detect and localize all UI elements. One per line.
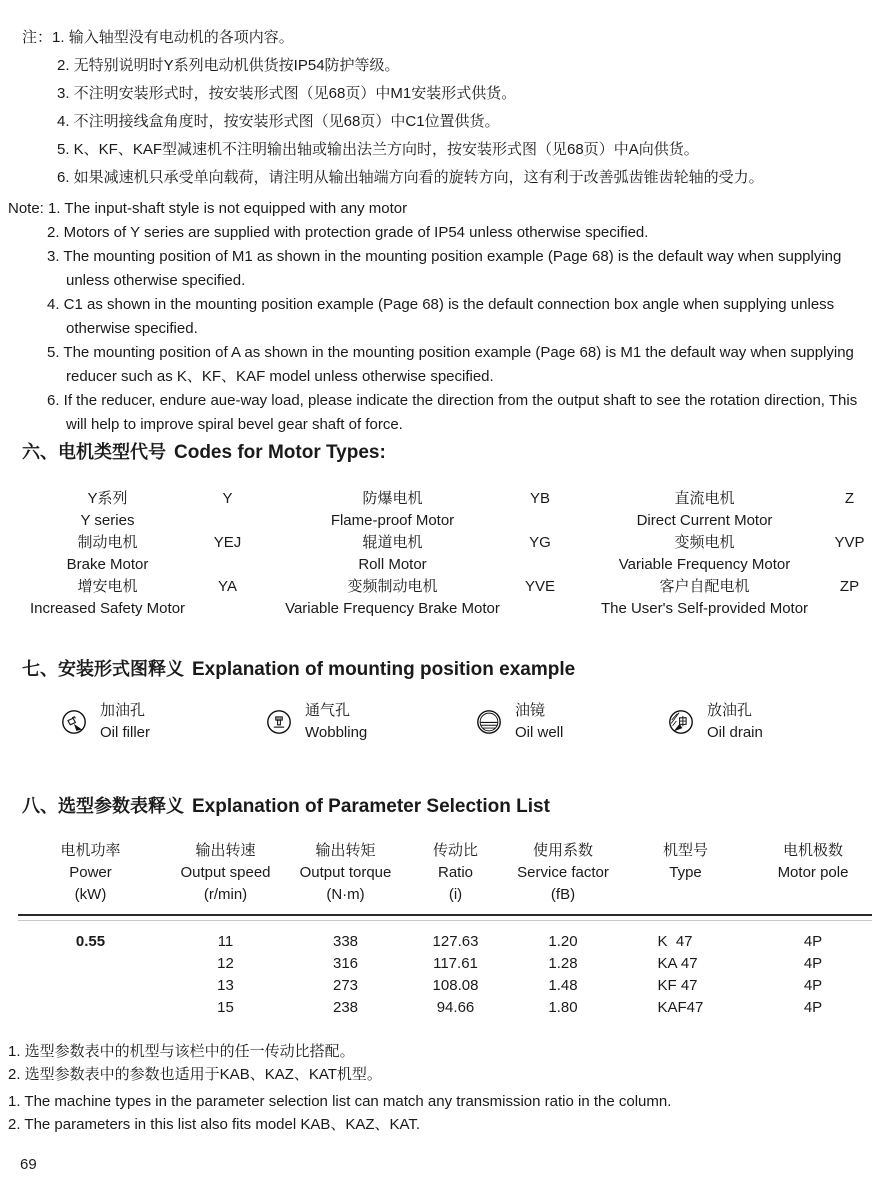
icon-label-cn: 通气孔 [305,702,351,719]
heading-cn: 七、安装形式图释义 [22,659,184,679]
column-header [413,840,498,906]
cell-service-factor: 1.80 [548,999,578,1016]
cell-motor-pole: 4P [803,999,823,1016]
cell-motor-pole: 4P [803,933,823,950]
note-line: 2. Motors of Y series are supplied with protection grade of IP54 unless otherwise specified. [47,224,649,241]
english-notes [8,197,870,437]
note-line: 2. 选型参数表中的参数也适用于KAB、KAZ、KAT机型。 [8,1066,382,1083]
wobbling-icon [265,708,293,736]
motor-name-cn: 客户自配电机 [659,578,750,595]
motor-name-en: Increased Safety Motor [29,600,186,617]
header-unit: (r/min) [203,886,248,903]
header-en: Type [669,864,702,881]
icon-label-cn: 加油孔 [100,702,146,719]
icon-label-cn: 放油孔 [707,702,753,719]
cell-output-speed: 12 [217,955,234,972]
motor-types-column [280,488,575,620]
icon-labels [100,700,150,744]
header-unit: (kW) [74,886,107,903]
motor-name-cn: 制动电机 [77,534,138,551]
note-line: 1. The machine types in the parameter selection list can match any transmission ratio in the column. [8,1093,672,1110]
notes-label: 注： [22,29,53,46]
header-unit: (fB) [550,886,576,903]
cell-power: 0.55 [75,933,106,950]
section-heading-parameters [22,792,550,818]
header-cn: 电机极数 [782,842,843,859]
motor-name-en: Y series [80,512,135,529]
cell-output-torque: 316 [332,955,359,972]
icon-labels [515,700,563,744]
motor-code: YB [529,490,550,507]
icon-labels [305,700,367,744]
header-unit: (N·m) [326,886,365,903]
cell-power [8,975,173,997]
mounting-icon-item [60,700,265,744]
cell-power [8,953,173,975]
motor-code: Y [222,490,233,507]
cell-ratio: 94.66 [436,999,475,1016]
motor-name-cn: 增安电机 [77,578,138,595]
mounting-icon-item [667,700,867,744]
note-line: 5. The mounting position of A as shown in the mounting position example (Page 68) is M1 the default way when supplying reducer such as K、KF、KAF model unless otherwise specified. [47,344,854,385]
column-header [173,840,278,906]
icon-labels [707,700,763,744]
column-header [8,840,173,906]
table-row [8,931,888,953]
cell-motor-pole: 4P [803,955,823,972]
note-line [22,24,872,52]
icon-label-en: Oil filler [100,724,151,741]
motor-types-column [587,488,877,620]
cell-output-torque: 238 [332,999,359,1016]
heading-cn: 八、选型参数表释义 [22,796,184,816]
header-en: Output speed [180,864,271,881]
motor-types-column [20,488,260,620]
note-line: 2. 无特别说明时Y系列电动机供货按IP54防护等级。 [57,57,400,74]
mounting-icon-item [265,700,475,744]
cell-service-factor: 1.48 [548,977,578,994]
cell-output-speed: 11 [217,933,234,950]
header-cn: 电机功率 [60,842,121,859]
motor-name-en: Variable Frequency Brake Motor [285,600,500,617]
cell-motor-pole: 4P [803,977,823,994]
motor-name-cn: 防爆电机 [362,490,423,507]
motor-name-en: The User's Self-provided Motor [600,600,809,617]
cell-type: KAF47 [657,999,704,1016]
table-header-row [8,840,888,906]
motor-name-en: Flame-proof Motor [330,512,455,529]
cell-type: K 47 [657,933,693,950]
cell-type: KA 47 [657,955,698,972]
column-header [743,840,883,906]
cell-ratio: 127.63 [432,933,479,950]
motor-name-cn: Y系列 [87,490,128,507]
note-line: 4. 不注明接线盒角度时，按安装形式图（见68页）中C1位置供货。 [57,113,500,130]
column-header [628,840,743,906]
motor-name-cn: 辊道电机 [362,534,423,551]
note-line: Note: 1. The input-shaft style is not equipped with any motor [8,200,408,217]
motor-types-table [0,488,888,620]
chinese-notes [22,24,872,192]
oil-drain-icon [667,708,695,736]
oil-well-icon [475,708,503,736]
table-row [8,997,888,1019]
oil-filler-icon [60,708,88,736]
header-rule [18,914,872,921]
note-line: 6. 如果减速机只承受单向载荷，请注明从输出轴端方向看的旋转方向，这有利于改善弧齿锥齿轮轴的受力。 [57,169,764,186]
header-en: Output torque [299,864,392,881]
icon-label-en: Oil drain [707,724,763,741]
table-row [20,576,260,598]
mounting-icons-row [0,700,888,744]
table-row [280,576,575,598]
icon-label-en: Oil well [515,724,564,741]
cell-service-factor: 1.28 [548,955,578,972]
icon-label-en: Wobbling [305,724,368,741]
bottom-notes [8,1040,878,1136]
column-header [498,840,628,906]
cell-output-speed: 15 [217,999,234,1016]
motor-code: YVP [834,534,865,551]
table-row [20,532,260,554]
section-heading-motor-codes [22,438,386,464]
header-cn: 传动比 [432,842,478,859]
note-text: 1. 输入轴型没有电动机的各项内容。 [52,29,294,46]
cell-output-torque: 273 [332,977,359,994]
heading-cn: 六、电机类型代号 [22,442,166,462]
motor-code: YEJ [213,534,242,551]
table-row [280,532,575,554]
motor-code: YG [529,534,551,551]
table-row [587,488,877,510]
motor-code: YVE [524,578,555,595]
cell-service-factor: 1.20 [548,933,578,950]
header-cn: 使用系数 [532,842,593,859]
table-row [280,488,575,510]
cell-output-speed: 13 [217,977,234,994]
note-line: 5. K、KF、KAF型减速机不注明输出轴或输出法兰方向时，按安装形式图（见68页）中A向供货。 [57,141,699,158]
header-en: Ratio [437,864,474,881]
cell-type: KF 47 [657,977,698,994]
header-cn: 输出转速 [195,842,256,859]
note-line: 1. 选型参数表中的机型与该栏中的任一传动比搭配。 [8,1043,355,1060]
table-row [20,488,260,510]
cell-ratio: 108.08 [432,977,479,994]
cell-output-torque: 338 [332,933,359,950]
motor-name-cn: 变频电机 [674,534,735,551]
heading-en: Explanation of Parameter Selection List [192,796,550,817]
page-number: 69 [20,1156,37,1173]
note-line: 6. If the reducer, endure aue-way load, please indicate the direction from the output shaft to see the rotation direction, This will help to improve spiral bevel gear shaft of force. [47,392,858,433]
table-row [587,532,877,554]
motor-name-en: Brake Motor [66,556,149,573]
icon-label-cn: 油镜 [515,702,546,719]
motor-code: YA [218,578,237,595]
motor-code: ZP [839,578,860,595]
header-en: Power [69,864,112,881]
note-line: 3. 不注明安装形式时，按安装形式图（见68页）中M1安装形式供货。 [57,85,517,102]
motor-name-cn: 直流电机 [674,490,735,507]
parameter-selection-table [0,840,888,1019]
motor-name-en: Roll Motor [358,556,427,573]
header-cn: 机型号 [662,842,708,859]
column-header [278,840,413,906]
header-cn: 输出转矩 [315,842,376,859]
motor-name-en: Variable Frequency Motor [618,556,791,573]
table-row [8,975,888,997]
note-line: 2. The parameters in this list also fits model KAB、KAZ、KAT. [8,1116,421,1133]
heading-en: Codes for Motor Types: [174,442,386,463]
mounting-icon-item [475,700,667,744]
heading-en: Explanation of mounting position example [192,659,576,680]
header-unit: (i) [448,886,463,903]
note-line: 3. The mounting position of M1 as shown in the mounting position example (Page 68) is the default way when supplying unless otherwise specified. [47,248,842,289]
section-heading-mounting [22,655,575,681]
motor-name-en: Direct Current Motor [636,512,773,529]
cell-ratio: 117.61 [433,955,478,972]
table-row [8,953,888,975]
header-en: Service factor [517,864,609,881]
motor-code: Z [844,490,855,507]
header-en: Motor pole [777,864,849,881]
cell-power [8,997,173,1019]
motor-name-cn: 变频制动电机 [347,578,438,595]
table-row [587,576,877,598]
note-line: 4. C1 as shown in the mounting position example (Page 68) is the default connection box angle when supplying unless otherwise specified. [47,296,835,337]
